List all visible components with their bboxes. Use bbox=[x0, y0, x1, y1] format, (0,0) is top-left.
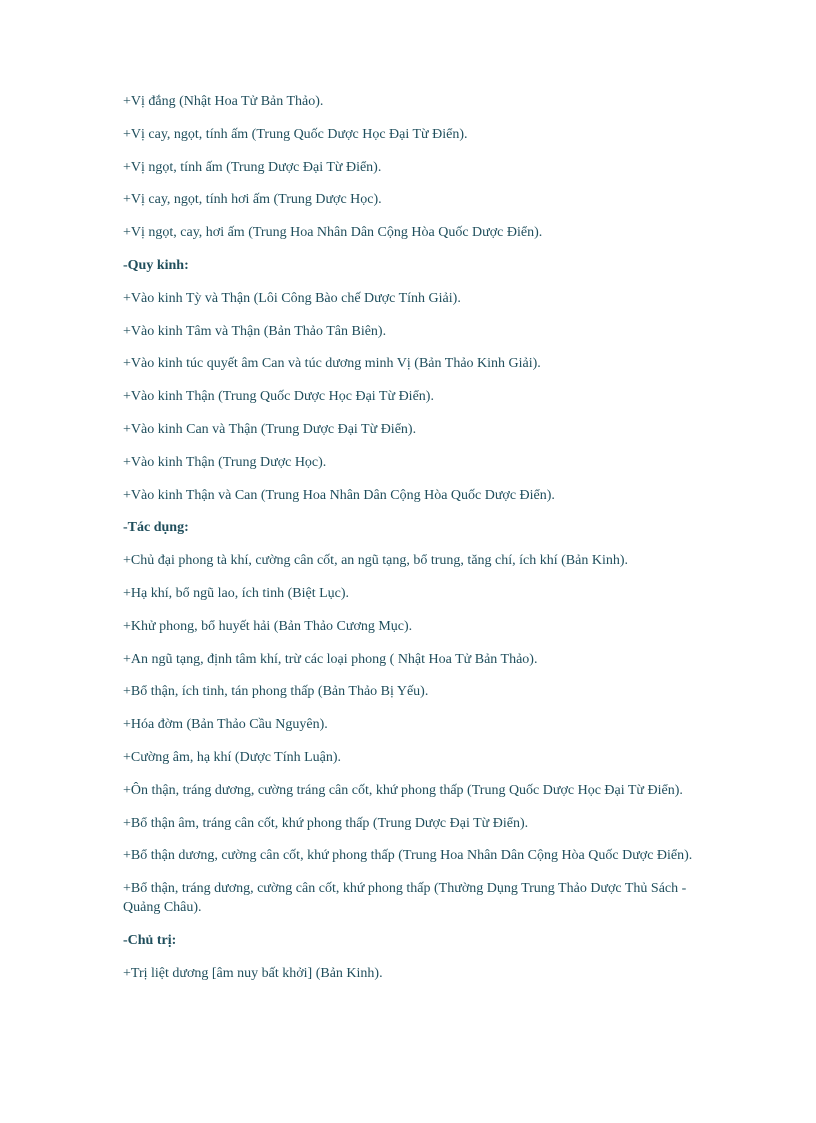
text-line: +Vị ngọt, cay, hơi ấm (Trung Hoa Nhân Dân Cộng Hòa Quốc Dược Điển). bbox=[123, 225, 543, 241]
text-line: +Bổ thận âm, tráng cân cốt, khứ phong thấp (Trung Dược Đại Từ Điển). bbox=[123, 815, 529, 831]
text-line: +Cường âm, hạ khí (Dược Tính Luận). bbox=[123, 749, 342, 765]
text-line: +Bổ thận, ích tinh, tán phong thấp (Bản Thảo Bị Yếu). bbox=[123, 684, 429, 700]
section-heading-quy-kinh: -Quy kinh: bbox=[123, 257, 189, 273]
text-line: +Bổ thận dương, cường cân cốt, khứ phong thấp (Trung Hoa Nhân Dân Cộng Hòa Quốc Dược Điển). bbox=[123, 848, 693, 864]
text-line: +Ôn thận, tráng dương, cường tráng cân cốt, khứ phong thấp (Trung Quốc Dược Học Đại Từ Điển). bbox=[123, 782, 683, 798]
text-line: +Vào kinh Can và Thận (Trung Dược Đại Từ Điển). bbox=[123, 421, 417, 437]
text-line: +Vị đắng (Nhật Hoa Tử Bản Thảo). bbox=[123, 94, 324, 109]
text-line: +Bổ thận, tráng dương, cường cân cốt, khứ phong thấp (Thường Dụng Trung Thảo Dược Thủ Sách - Quảng Châu). bbox=[123, 881, 687, 916]
text-line: +Vị cay, ngọt, tính ấm (Trung Quốc Dược Học Đại Từ Điển). bbox=[123, 126, 468, 142]
text-line: +Vị cay, ngọt, tính hơi ấm (Trung Dược Học). bbox=[123, 192, 382, 208]
text-line: +Vào kinh Thận (Trung Quốc Dược Học Đại Từ Điển). bbox=[123, 389, 434, 405]
document-page bbox=[123, 92, 703, 997]
text-line: +Vào kinh Tỳ và Thận (Lôi Công Bào chế Dược Tính Giải). bbox=[123, 290, 461, 306]
text-line: +Chủ đại phong tà khí, cường cân cốt, an ngũ tạng, bổ trung, tăng chí, ích khí (Bản Kinh). bbox=[123, 553, 629, 569]
text-line: +Vào kinh Tâm và Thận (Bản Thảo Tân Biên). bbox=[123, 323, 387, 339]
text-line: +Vào kinh túc quyết âm Can và túc dương minh Vị (Bản Thảo Kinh Giải). bbox=[123, 356, 541, 372]
section-heading-tac-dung: -Tác dụng: bbox=[123, 520, 189, 536]
text-line: +Hạ khí, bổ ngũ lao, ích tinh (Biệt Lục). bbox=[123, 585, 350, 601]
text-line: +Hóa đờm (Bản Thảo Cầu Nguyên). bbox=[123, 717, 328, 733]
section-heading-chu-tri: -Chủ trị: bbox=[123, 932, 177, 948]
text-line: +Trị liệt dương [âm nuy bất khởi] (Bản Kinh). bbox=[123, 965, 383, 981]
text-line: +Vào kinh Thận (Trung Dược Học). bbox=[123, 454, 327, 470]
text-line: +An ngũ tạng, định tâm khí, trừ các loại phong ( Nhật Hoa Tử Bản Thảo). bbox=[123, 651, 538, 667]
text-line: +Vị ngọt, tính ấm (Trung Dược Đại Từ Điển). bbox=[123, 159, 382, 175]
text-line: +Vào kinh Thận và Can (Trung Hoa Nhân Dân Cộng Hòa Quốc Dược Điển). bbox=[123, 487, 555, 503]
text-line: +Khử phong, bổ huyết hải (Bản Thảo Cương Mục). bbox=[123, 618, 413, 634]
